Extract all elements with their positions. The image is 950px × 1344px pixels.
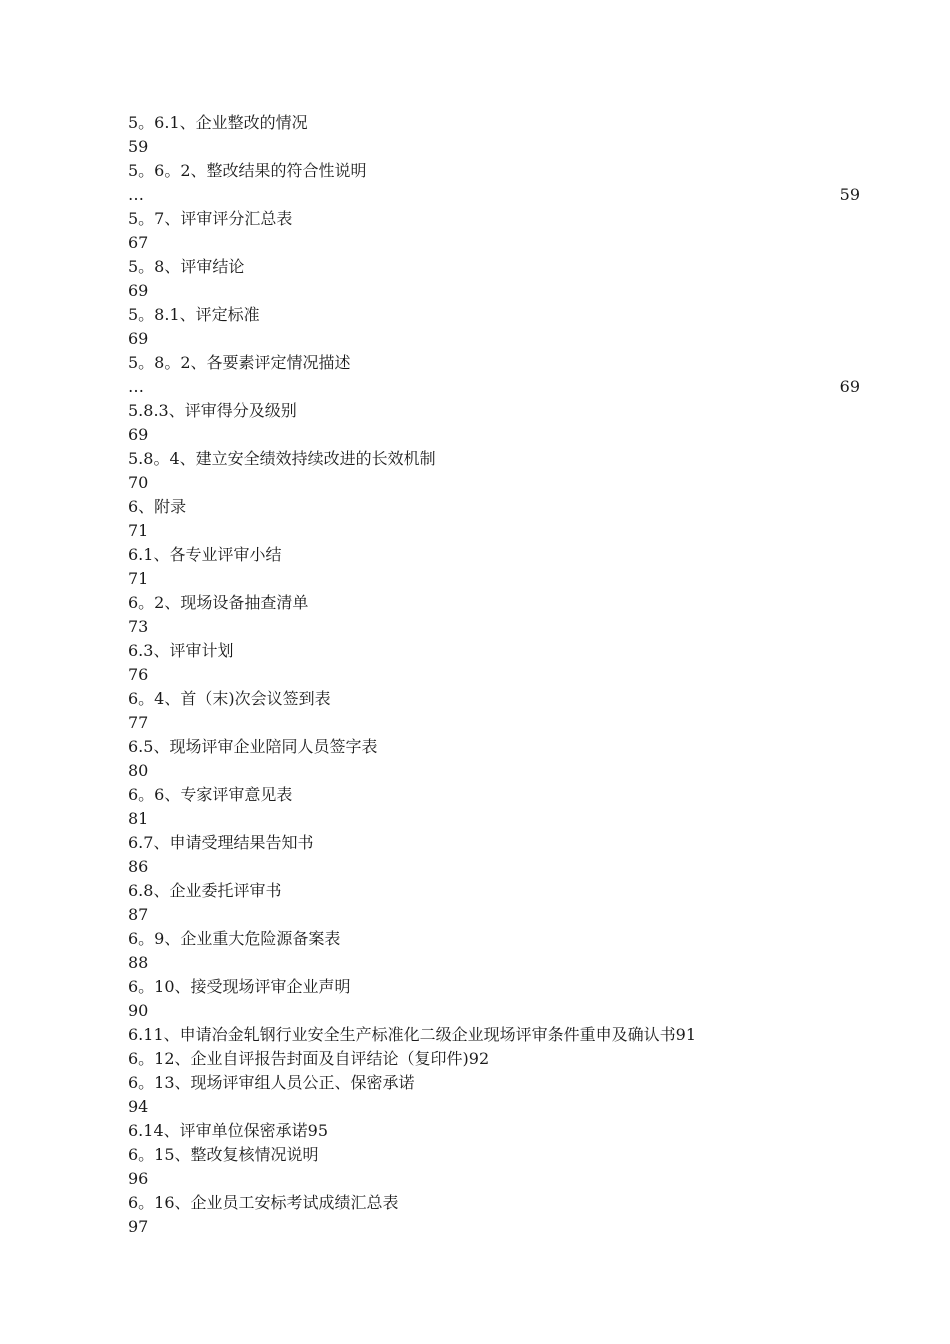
toc-entry-line	[128, 951, 860, 975]
toc-entry-page: 97	[128, 1217, 149, 1236]
toc-entry[interactable]	[128, 975, 860, 1023]
toc-entry-line	[128, 1095, 860, 1119]
toc-entry[interactable]	[128, 783, 860, 831]
toc-entry-page: 81	[128, 809, 149, 828]
toc-entry[interactable]	[128, 687, 860, 735]
toc-leader-dots: …	[128, 377, 143, 396]
toc-entry-page: 90	[128, 1001, 149, 1020]
toc-entry-line	[128, 591, 860, 615]
toc-entry-title: 6。6、专家评审意见表	[128, 785, 293, 804]
toc-entry-page: 87	[128, 905, 149, 924]
toc-entry-line	[128, 399, 860, 423]
toc-entry-line	[128, 831, 860, 855]
toc-entry-line	[128, 327, 860, 351]
toc-entry-line	[128, 759, 860, 783]
toc-entry-title: 5。6。2、整改结果的符合性说明	[128, 161, 367, 180]
toc-entry-title: 6.5、现场评审企业陪同人员签字表	[128, 737, 378, 756]
toc-entry-line	[128, 567, 860, 591]
toc-entry-line	[128, 111, 860, 135]
toc-entry[interactable]	[128, 1071, 860, 1119]
toc-entry-line	[128, 495, 860, 519]
toc-entry[interactable]	[128, 303, 860, 351]
toc-entry-title: 5.8。4、建立安全绩效持续改进的长效机制	[128, 449, 436, 468]
toc-entry[interactable]	[128, 639, 860, 687]
toc-entry-title: 5。8。2、各要素评定情况描述	[128, 353, 351, 372]
toc-entry-page: 77	[128, 713, 149, 732]
toc-entry-title: 5。6.1、企业整改的情况	[128, 113, 308, 132]
toc-entry-title: 5.8.3、评审得分及级别	[128, 401, 297, 420]
toc-entry-title: 6。10、接受现场评审企业声明	[128, 977, 351, 996]
toc-entry-line	[128, 927, 860, 951]
toc-entry-line	[128, 303, 860, 327]
toc-entry-title: 6.11、申请冶金轧钢行业安全生产标准化二级企业现场评审条件重申及确认书	[128, 1025, 676, 1044]
toc-entry-page: 70	[128, 473, 149, 492]
toc-entry-title: 6。4、首（末)次会议签到表	[128, 689, 331, 708]
toc-entry-line	[128, 711, 860, 735]
toc-entry-line	[128, 375, 860, 399]
toc-entry-title: 6.3、评审计划	[128, 641, 234, 660]
toc-entry-page: 94	[128, 1097, 149, 1116]
toc-entry-title: 6.7、申请受理结果告知书	[128, 833, 314, 852]
toc-entry-title: 5。7、评审评分汇总表	[128, 209, 293, 228]
toc-entry[interactable]	[128, 1191, 860, 1239]
toc-entry-line	[128, 807, 860, 831]
toc-entry[interactable]	[128, 831, 860, 879]
toc-entry-line	[128, 351, 860, 375]
toc-entry-line	[128, 135, 860, 159]
toc-entry-line	[128, 783, 860, 807]
toc-entry-line	[128, 471, 860, 495]
toc-entry-page: 76	[128, 665, 149, 684]
toc-entry[interactable]	[128, 1119, 860, 1143]
toc-entry[interactable]	[128, 351, 860, 399]
toc-entry[interactable]	[128, 927, 860, 975]
toc-entry-title: 6。2、现场设备抽查清单	[128, 593, 309, 612]
toc-entry[interactable]	[128, 879, 860, 927]
toc-entry-line	[128, 1215, 860, 1239]
toc-entry-line	[128, 447, 860, 471]
toc-entry-page: 88	[128, 953, 149, 972]
toc-entry-line	[128, 279, 860, 303]
toc-entry-page: 71	[128, 521, 149, 540]
toc-entry-line	[128, 255, 860, 279]
toc-entry-line	[128, 519, 860, 543]
toc-entry-page: 59	[839, 185, 860, 204]
toc-entry-title: 6.14、评审单位保密承诺	[128, 1121, 308, 1140]
toc-entry-page: 69	[128, 281, 149, 300]
toc-entry[interactable]	[128, 255, 860, 303]
toc-entry-page: 86	[128, 857, 149, 876]
toc-entry-line	[128, 543, 860, 567]
toc-entry-page: 95	[307, 1121, 328, 1140]
toc-entry[interactable]	[128, 735, 860, 783]
toc-entry-line	[128, 231, 860, 255]
toc-entry[interactable]	[128, 591, 860, 639]
toc-entry-page: 92	[468, 1049, 490, 1068]
toc-entry-line	[128, 1047, 860, 1071]
table-of-contents	[128, 111, 860, 1239]
toc-entry[interactable]	[128, 1023, 860, 1047]
toc-entry-title: 6.1、各专业评审小结	[128, 545, 282, 564]
toc-entry-page: 67	[128, 233, 149, 252]
toc-entry-line	[128, 1191, 860, 1215]
toc-entry[interactable]	[128, 399, 860, 447]
toc-entry[interactable]	[128, 111, 860, 159]
toc-leader-dots: …	[128, 185, 143, 204]
toc-entry-line	[128, 1119, 860, 1143]
toc-entry-line	[128, 1023, 860, 1047]
toc-entry-line	[128, 639, 860, 663]
toc-entry[interactable]	[128, 1047, 860, 1071]
toc-entry-title: 6。13、现场评审组人员公正、保密承诺	[128, 1073, 415, 1092]
toc-entry[interactable]	[128, 207, 860, 255]
toc-entry-title: 6。15、整改复核情况说明	[128, 1145, 319, 1164]
toc-entry-title: 6。12、企业自评报告封面及自评结论（复印件)	[128, 1049, 469, 1068]
toc-entry-page: 69	[128, 425, 149, 444]
toc-entry-line	[128, 663, 860, 687]
toc-entry-line	[128, 183, 860, 207]
toc-entry-page: 96	[128, 1169, 149, 1188]
toc-entry-line	[128, 423, 860, 447]
toc-entry-line	[128, 159, 860, 183]
toc-entry[interactable]	[128, 159, 860, 207]
toc-entry[interactable]	[128, 495, 860, 543]
toc-entry-title: 6.8、企业委托评审书	[128, 881, 282, 900]
toc-entry-line	[128, 999, 860, 1023]
toc-entry-page: 73	[128, 617, 149, 636]
toc-entry-page: 69	[839, 377, 860, 396]
toc-entry-title: 5。8.1、评定标准	[128, 305, 260, 324]
toc-entry-line	[128, 1143, 860, 1167]
toc-entry-line	[128, 687, 860, 711]
toc-entry-line	[128, 735, 860, 759]
toc-entry-page: 71	[128, 569, 149, 588]
toc-entry-page: 91	[675, 1025, 696, 1044]
toc-entry-line	[128, 1167, 860, 1191]
toc-entry-title: 6。9、企业重大危险源备案表	[128, 929, 341, 948]
toc-entry-page: 59	[128, 137, 149, 156]
toc-entry[interactable]	[128, 543, 860, 591]
toc-entry[interactable]	[128, 447, 860, 495]
toc-entry-line	[128, 207, 860, 231]
toc-entry-line	[128, 615, 860, 639]
toc-entry-page: 69	[128, 329, 149, 348]
toc-entry-title: 6。16、企业员工安标考试成绩汇总表	[128, 1193, 399, 1212]
toc-entry-title: 6、附录	[128, 497, 187, 516]
toc-entry-line	[128, 855, 860, 879]
toc-entry-line	[128, 975, 860, 999]
toc-entry-page: 80	[128, 761, 149, 780]
toc-entry-title: 5。8、评审结论	[128, 257, 245, 276]
toc-entry-line	[128, 879, 860, 903]
toc-entry-line	[128, 1071, 860, 1095]
toc-entry[interactable]	[128, 1143, 860, 1191]
toc-entry-line	[128, 903, 860, 927]
